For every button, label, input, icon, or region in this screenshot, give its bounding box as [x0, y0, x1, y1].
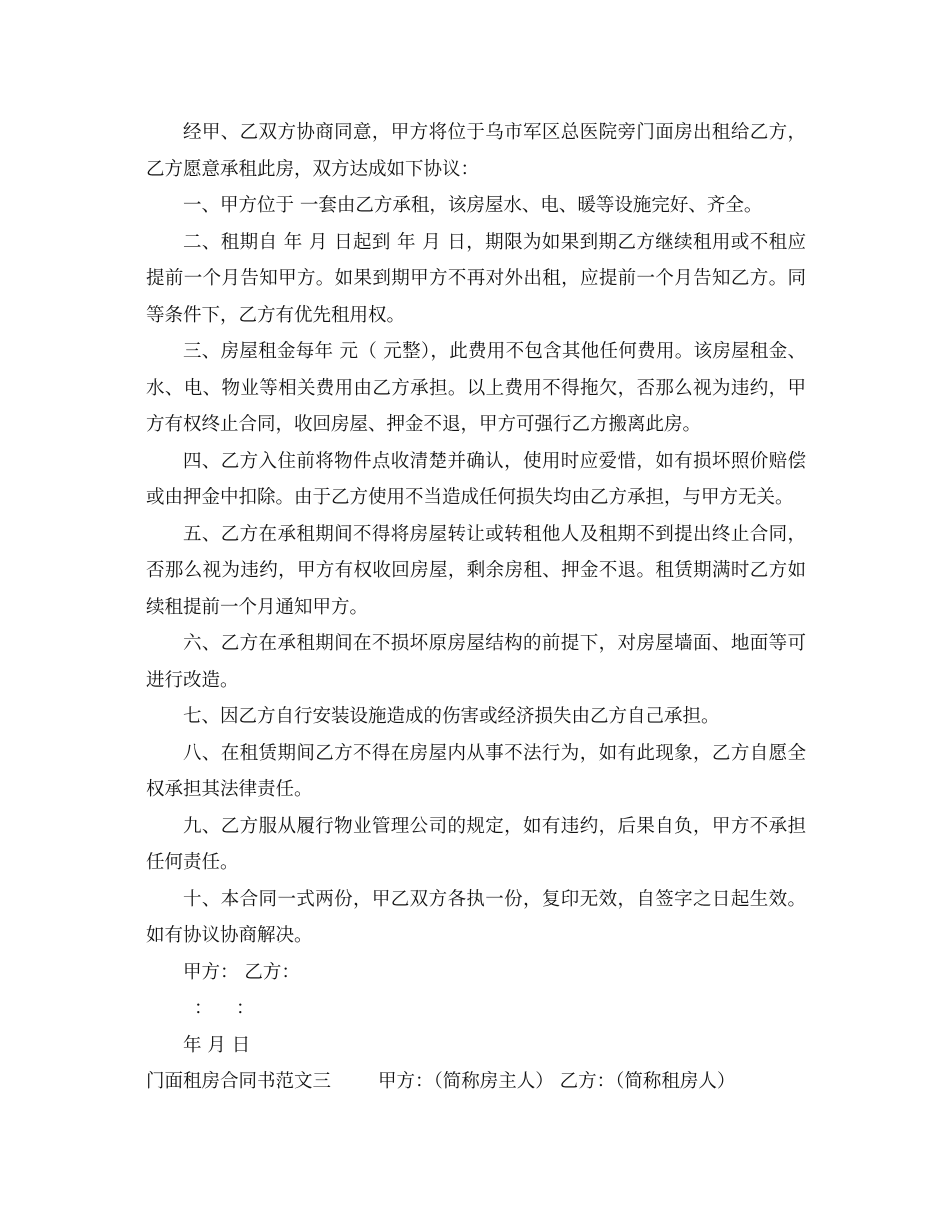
clause-9: 九、乙方服从履行物业管理公司的规定，如有违约，后果自负，甲方不承担任何责任。: [146, 815, 806, 873]
clause-8: 八、在租赁期间乙方不得在房屋内从事不法行为，如有此现象，乙方自愿全权承担其法律责任。: [146, 742, 806, 800]
signature-colons: ： ：: [194, 998, 255, 1019]
clause-7: 七、因乙方自行安装设施造成的伤害或经济损失由乙方自己承担。: [183, 706, 720, 727]
signature-line: 甲方： 乙方：: [183, 961, 300, 983]
clause-6: 六、乙方在承租期间在不损坏原房屋结构的前提下，对房屋墙面、地面等可进行改造。: [146, 633, 806, 691]
clause-10: 十、本合同一式两份，甲乙双方各执一份，复印无效，自签字之日起生效。如有协议协商解决。: [146, 888, 806, 946]
next-contract-header: 门面租房合同书范文三 甲方：（简称房主人） 乙方：（简称租房人）: [146, 1071, 736, 1092]
clause-4: 四、乙方入住前将物件点收清楚并确认，使用时应爱惜，如有损坏照价赔偿或由押金中扣除。由于乙方使用不当造成任何损失均由乙方承担，与甲方无关。: [146, 450, 806, 508]
contract-body: [146, 115, 806, 1101]
date-line: 年 月 日: [183, 1034, 251, 1056]
clause-3: 三、房屋租金每年 元（ 元整），此费用不包含其他任何费用。该房屋租金、水、电、物业等相关费用由乙方承担。以上费用不得拖欠，否那么视为违约，甲方有权终止合同，收回房屋、押金不退，甲方可强行乙方搬离此房。: [146, 341, 806, 435]
clause-2: 二、租期自 年 月 日起到 年 月 日，期限为如果到期乙方继续租用或不租应提前一个月告知甲方。如果到期甲方不再对外出租，应提前一个月告知乙方。同等条件下，乙方有优先租用权。: [146, 231, 806, 326]
clause-1: 一、甲方位于 一套由乙方承租，该房屋水、电、暖等设施完好、齐全。: [183, 195, 763, 216]
clause-5: 五、乙方在承租期间不得将房屋转让或转租他人及租期不到提出终止合同，否那么视为违约，甲方有权收回房屋，剩余房租、押金不退。租赁期满时乙方如续租提前一个月通知甲方。: [146, 523, 806, 618]
intro-paragraph: 经甲、乙双方协商同意，甲方将位于乌市军区总医院旁门面房出租给乙方，乙方愿意承租此房，双方达成如下协议：: [146, 122, 806, 180]
